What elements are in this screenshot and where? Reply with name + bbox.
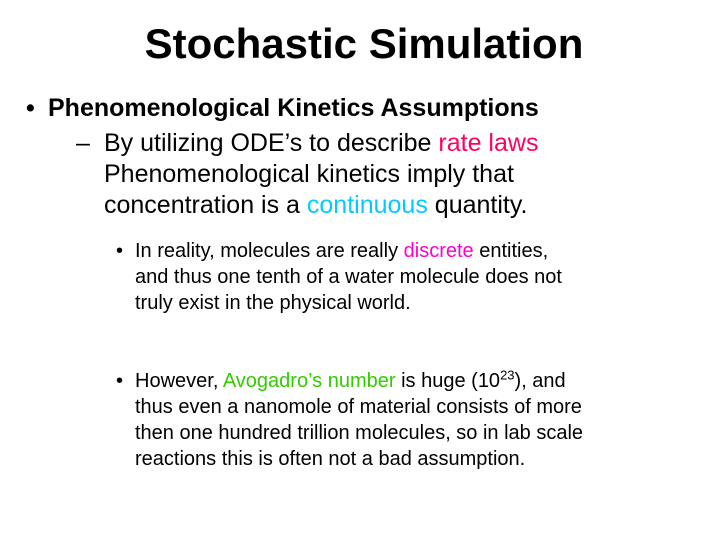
bullet-icon: • [26,94,35,122]
slide-title: Stochastic Simulation [144,20,584,67]
sub2-line-1-text: However, [135,370,223,392]
level1-text: Phenomenological Kinetics Assumptions [48,94,539,122]
level3-bullet-item-1 [116,238,715,316]
avogadro-highlight: Avogadro’s number [222,370,396,392]
sub1-line-1-end: entities, [473,240,549,262]
sub1-line-2: and thus one tenth of a water molecule does not [135,266,562,288]
level3-bullet-item-2 [116,367,715,472]
rate-laws-highlight: rate laws [438,129,539,157]
sub2-line-4: reactions this is often not a bad assumption. [135,448,526,470]
level2-line-3 [104,190,714,221]
level2-line-1-text: By utilizing ODE’s to describe [104,129,439,157]
sub2-line-1 [135,368,715,394]
level2-line-3-end: quantity. [427,191,528,219]
level2-line-2: Phenomenological kinetics imply that [104,160,514,188]
sub2-line-3: then one hundred trillion molecules, so in lab scale [135,422,584,444]
bullet-icon: • [116,240,124,262]
bullet-icon: • [116,370,124,392]
sub1-line-3: truly exist in the physical world. [135,292,411,314]
level1-bullet-item [26,92,539,124]
discrete-highlight: discrete [403,240,474,262]
level2-line-3-text: concentration is a [104,191,307,219]
sub2-line-1-end: ), and [514,370,566,392]
sub1-line-1 [135,238,715,264]
sub2-line-1-mid: is huge (10 [395,370,501,392]
dash-icon: – [76,129,90,157]
exponent-superscript: 23 [500,367,515,383]
continuous-highlight: continuous [306,191,428,219]
level2-dash-item [76,128,714,221]
sub2-line-2: thus even a nanomole of material consists of more [135,396,582,418]
level2-line-1 [104,128,714,159]
sub1-line-1-text: In reality, molecules are really [135,240,404,262]
